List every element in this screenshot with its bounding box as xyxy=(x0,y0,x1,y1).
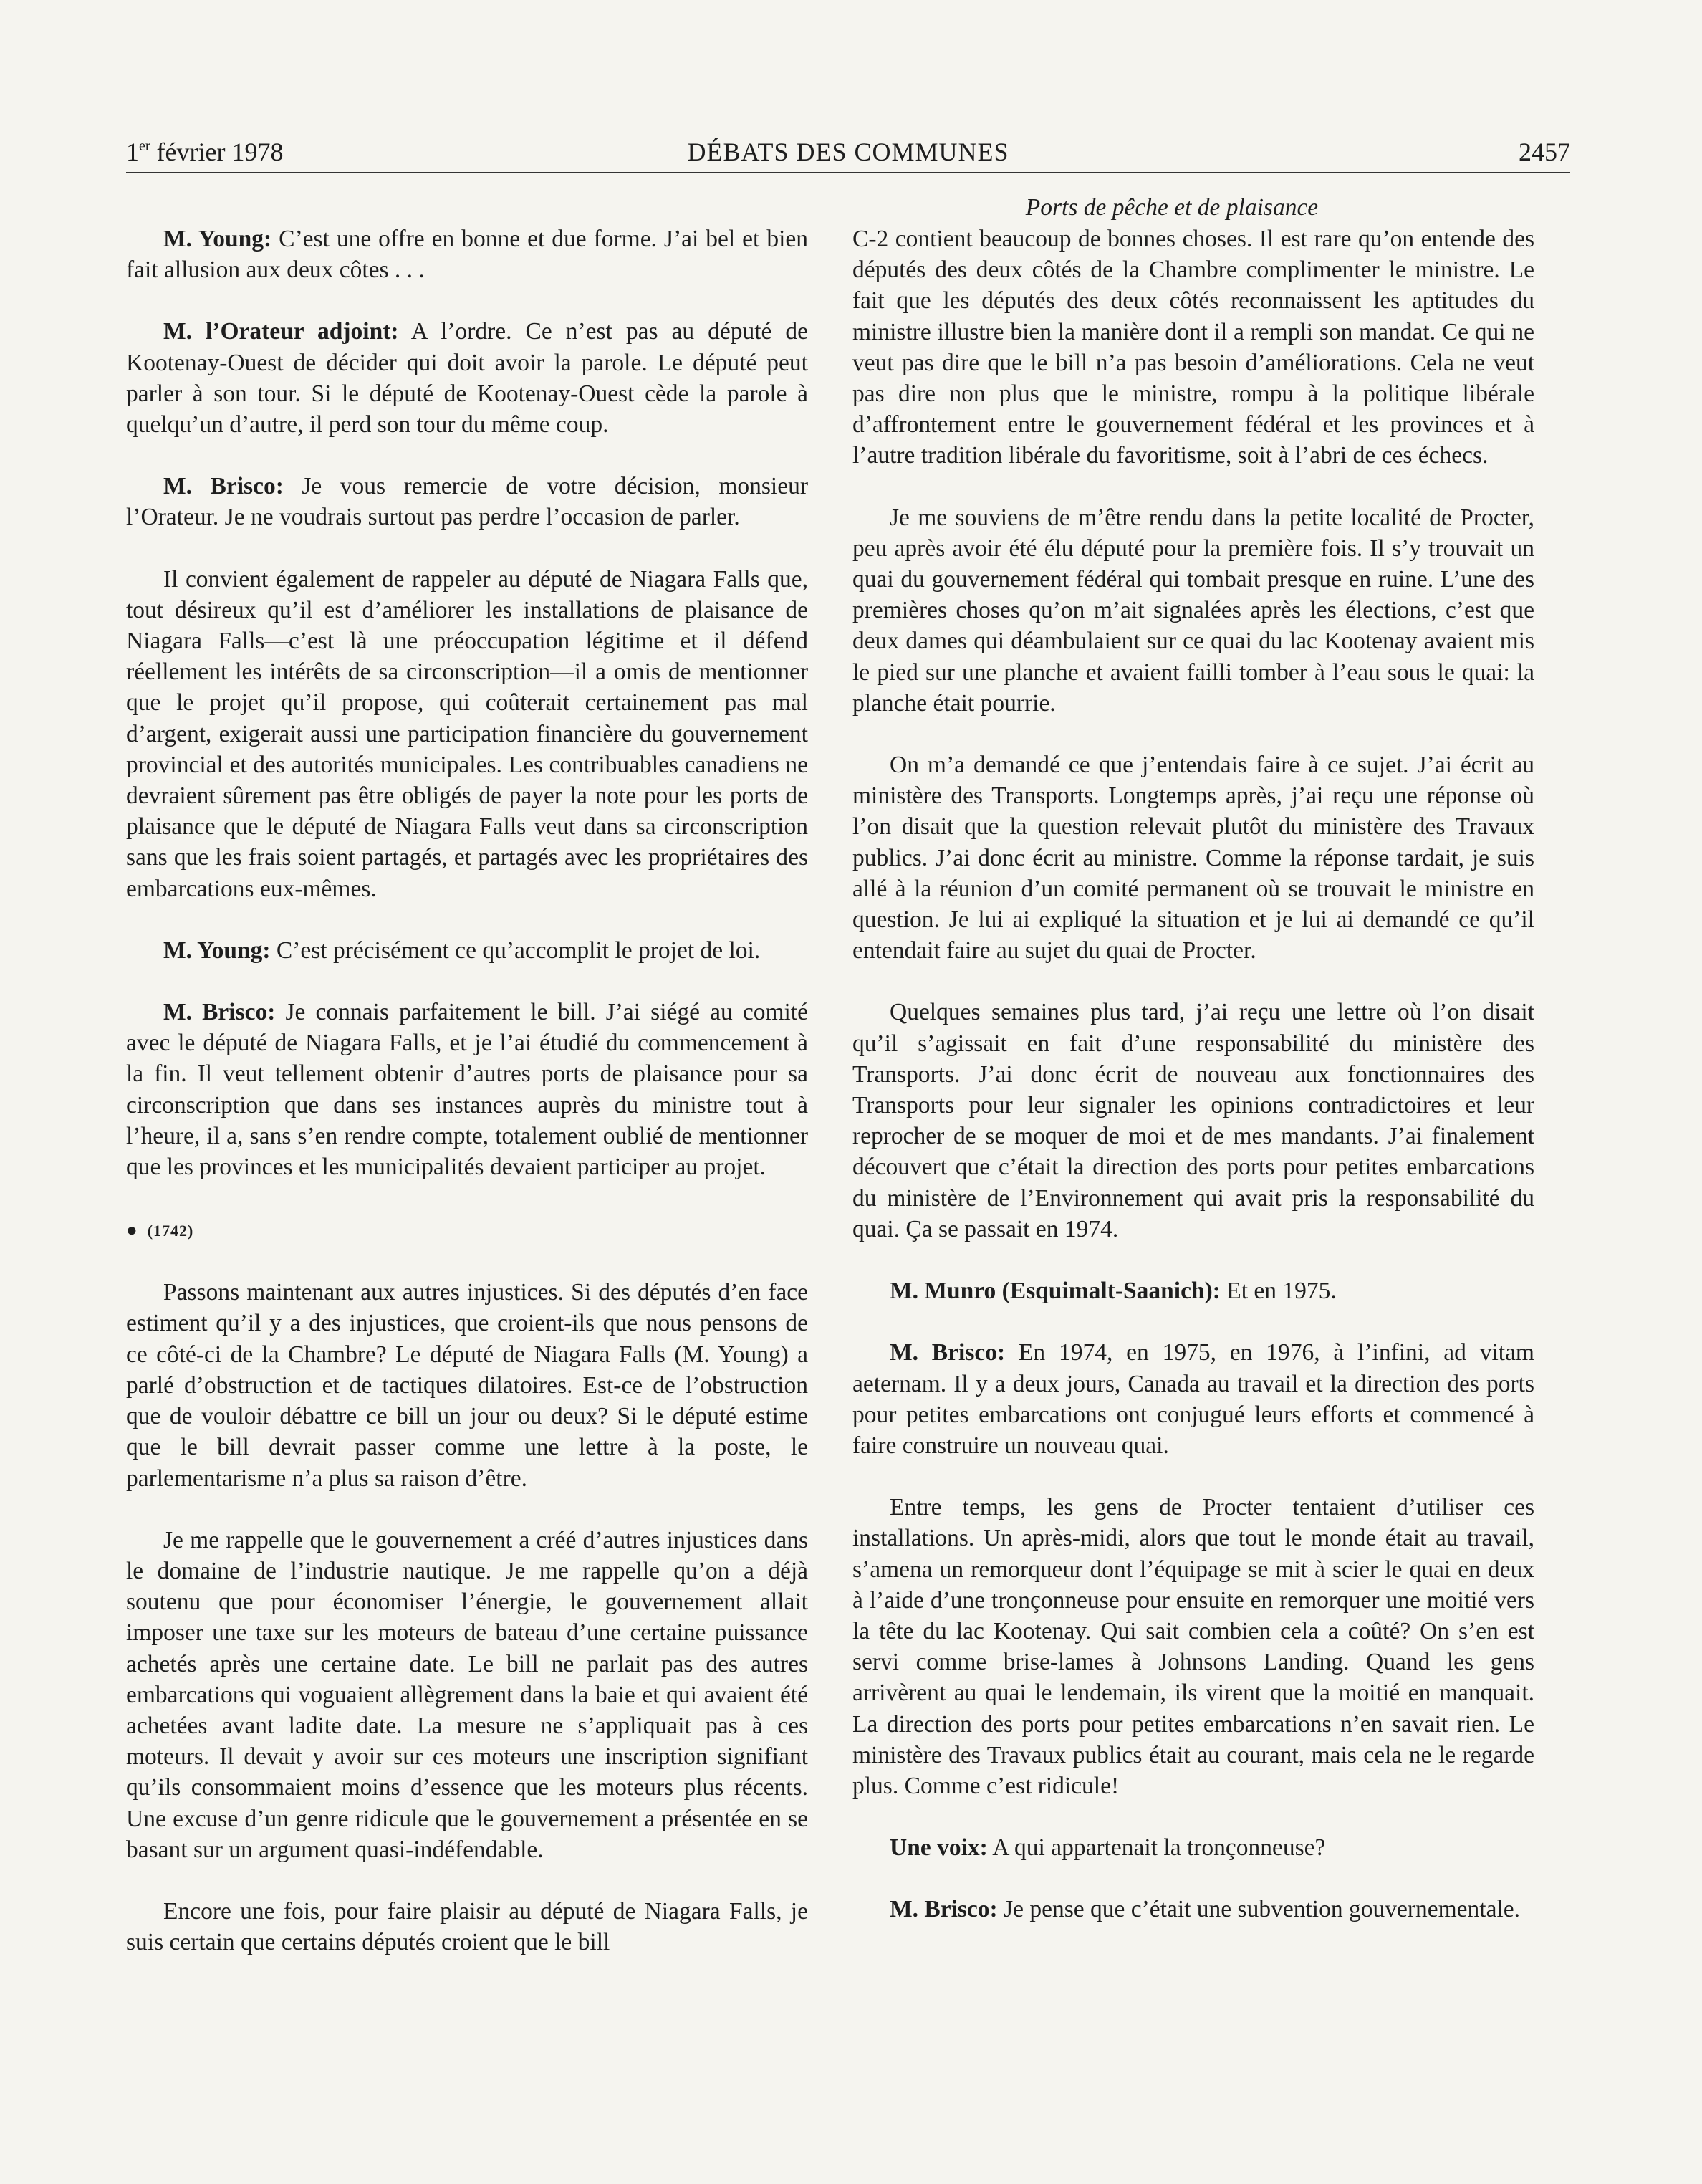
header-page-number: 2457 xyxy=(1519,138,1570,166)
paragraph: Une voix: A qui appartenait la tronçonneuse? xyxy=(890,1834,1326,1862)
subject-title: Ports de pêche et de plaisance xyxy=(1025,194,1319,221)
speaker-name: M. Young: xyxy=(163,226,272,252)
paragraph: C-2 contient beaucoup de bonnes choses. Il est rare qu’on entende des députés des deux côtés de la Chambre complimenter le ministre. Le fait que les députés des deux côtés reconnaissent les aptitudes du ministre illustre bien la manière dont il a rempli son mandat. Ce qui ne veut pas dire que le bill n’a pas besoin d’améliorations. Cela ne veut pas dire non plus que le ministre, rompu à la politique libérale d’affrontement entre le gouvernement fédéral et les provinces et à l’autre tradition libérale du favoritisme, soit à l’abri de ces échecs. xyxy=(852,226,1534,469)
paragraph: Encore une fois, pour faire plaisir au député de Niagara Falls, je suis certain que certains députés croient que le bill xyxy=(126,1897,808,1956)
paragraph: Quelques semaines plus tard, j’ai reçu une lettre où l’on disait qu’il s’agissait en fait d’une responsabilité du ministère des Transports. J’ai donc écrit de nouveau aux fonctionnaires des Transports pour leur signaler les opinions contradictoires et leur reprocher de se moquer de moi et de mes mandants. J’ai finalement découvert que c’était la direction des ports pour petites embarcations du ministère de l’Environnement qui avait pris la responsabilité du quai. Ça se passait en 1974. xyxy=(852,999,1534,1242)
paragraph: Passons maintenant aux autres injustices. Si des députés d’en face estiment qu’il y a des injustices, que croient-ils que nous pensons de ce côté-ci de la Chambre? Le député de Niagara Falls (M. Young) a parlé d’obstruction et de tactiques dilatoires. Est-ce de l’obstruction que de vouloir débattre ce bill un jour ou deux? Si le député estime que le bill devrait passer comme une lettre à la poste, le parlementarisme n’a plus sa raison d’être. xyxy=(126,1279,808,1492)
paragraph: Il convient également de rappeler au député de Niagara Falls que, tout désireux qu’il est d’améliorer les installations de plaisance de Niagara Falls—c’est là une préoccupation légitime et il défend réellement les intérêts de sa circonscription—il a omis de mentionner que le projet qu’il propose, qui coûterait certainement pas mal d’argent, exigerait aussi une participation financière du gouvernement provincial et des autorités municipales. Les contribuables canadiens ne devraient sûrement pas être obligés de payer la note pour les ports de plaisance que le député de Niagara Falls veut dans sa circonscription sans que les frais soient partagés, et partagés avec les propriétaires des embarcations eux-mêmes. xyxy=(126,565,808,902)
paragraph: M. Munro (Esquimalt-Saanich): Et en 1975. xyxy=(890,1278,1337,1305)
left-column xyxy=(126,224,808,1988)
speaker-name: M. Brisco: xyxy=(890,1339,1006,1366)
paragraph: Entre temps, les gens de Procter tentaient d’utiliser ces installations. Un après-midi, alors que tout le monde était au travail, s’amena un remorqueur dont l’équipage se mit à scier le quai en deux à l’aide d’une tronçonneuse pour ensuite en remorquer une moitié vers la tête du lac Kootenay. Qui sait combien cela a coûté? On s’en est servi comme brise-lames à Johnsons Landing. Quand les gens arrivèrent au quai le lendemain, ils virent que la moitié en manquait. La direction des ports pour petites embarcations n’en savait rien. Le ministère des Travaux publics était au courant, mais cela ne le regarde plus. Comme c’est ridicule! xyxy=(852,1494,1534,1799)
speaker-name: M. Brisco: xyxy=(163,999,276,1026)
timestamp-line xyxy=(126,1213,808,1246)
paragraph: M. Young: C’est précisément ce qu’accomplit le projet de loi. xyxy=(163,937,761,964)
speaker-name: M. Brisco: xyxy=(163,473,284,500)
speaker-name: M. l’Orateur adjoint: xyxy=(163,318,399,345)
header-title: DÉBATS DES COMMUNES xyxy=(687,138,1009,166)
paragraph: M. l’Orateur adjoint: A l’ordre. Ce n’est pas au député de Kootenay-Ouest de décider qui doit avoir la parole. Le député peut parler à son tour. Si le député de Kootenay-Ouest cède la parole à quelqu’un d’autre, il perd son tour du même coup. xyxy=(126,318,808,439)
right-column xyxy=(852,224,1534,1956)
paragraph: M. Brisco: Je vous remercie de votre décision, monsieur l’Orateur. Je ne voudrais surtout pas perdre l’occasion de parler. xyxy=(126,473,808,531)
speaker-name: M. Young: xyxy=(163,937,271,964)
header-date: 1er février 1978 xyxy=(126,138,284,166)
paragraph: M. Young: C’est une offre en bonne et due forme. J’ai bel et bien fait allusion aux deux côtes . . . xyxy=(126,226,809,284)
paragraph: Je me rappelle que le gouvernement a créé d’autres injustices dans le domaine de l’industrie nautique. Je me rappelle qu’on a déjà soutenu que pour économiser l’énergie, le gouvernement allait imposer une taxe sur les moteurs de bateau d’une certaine puissance achetés après une certaine date. Le bill ne parlait pas des autres embarcations qui voguaient allègrement dans la baie et qui avaient été achetées avant ladite date. La mesure ne s’appliquait pas à ces moteurs. Il devait y avoir sur ces moteurs une inscription signifiant qu’ils consommaient moins d’essence que les moteurs plus récents. Une excuse d’un genre ridicule que le gouvernement a présentée en se basant sur un argument quasi-indéfendable. xyxy=(126,1526,808,1863)
speaker-name: M. Munro (Esquimalt-Saanich): xyxy=(890,1278,1221,1305)
bullet-icon: ● xyxy=(126,1220,138,1241)
paragraph: M. Brisco: En 1974, en 1975, en 1976, à l’infini, ad vitam aeternam. Il y a deux jours, Canada au travail et la direction des ports pour petites embarcations ont conjugué leurs efforts et commencé à faire construire un nouveau quai. xyxy=(852,1339,1534,1459)
page-header xyxy=(126,136,1570,173)
speaker-name: M. Brisco: xyxy=(890,1896,998,1923)
paragraph: M. Brisco: Je pense que c’était une subvention gouvernementale. xyxy=(890,1896,1520,1923)
speaker-name: Une voix: xyxy=(890,1834,988,1862)
paragraph: M. Brisco: Je connais parfaitement le bill. J’ai siégé au comité avec le député de Niagara Falls, et je l’ai étudié du commencement à la fin. Il veut tellement obtenir d’autres ports de plaisance pour sa circonscription que dans ses instances auprès du ministre tout à l’heure, il a, sans s’en rendre compte, totalement oublié de mentionner que les provinces et les municipalités devaient participer au projet. xyxy=(126,999,808,1181)
timestamp: (1742) xyxy=(147,1222,194,1240)
paragraph: On m’a demandé ce que j’entendais faire à ce sujet. J’ai écrit au ministère des Transports. Longtemps après, j’ai reçu une réponse où l’on disait que la question relevait plutôt du ministère des Travaux publics. J’ai donc écrit au ministre. Comme la réponse tardait, je suis allé à la réunion d’un comité permanent où se trouvait le ministre en question. Je lui ai expliqué la situation et je lui ai demandé ce qu’il entendait faire au sujet du quai de Procter. xyxy=(852,752,1534,964)
paragraph: Je me souviens de m’être rendu dans la petite localité de Procter, peu après avoir été élu député pour la première fois. Il s’y trouvait un quai du gouvernement fédéral qui tombait presque en ruine. L’une des premières choses qu’on m’ait signalées après les élections, c’est que deux dames qui déambulaient sur ce quai du lac Kootenay avaient mis le pied sur une planche et avaient failli tomber à l’eau sous le quai: la planche était pourrie. xyxy=(852,504,1534,717)
